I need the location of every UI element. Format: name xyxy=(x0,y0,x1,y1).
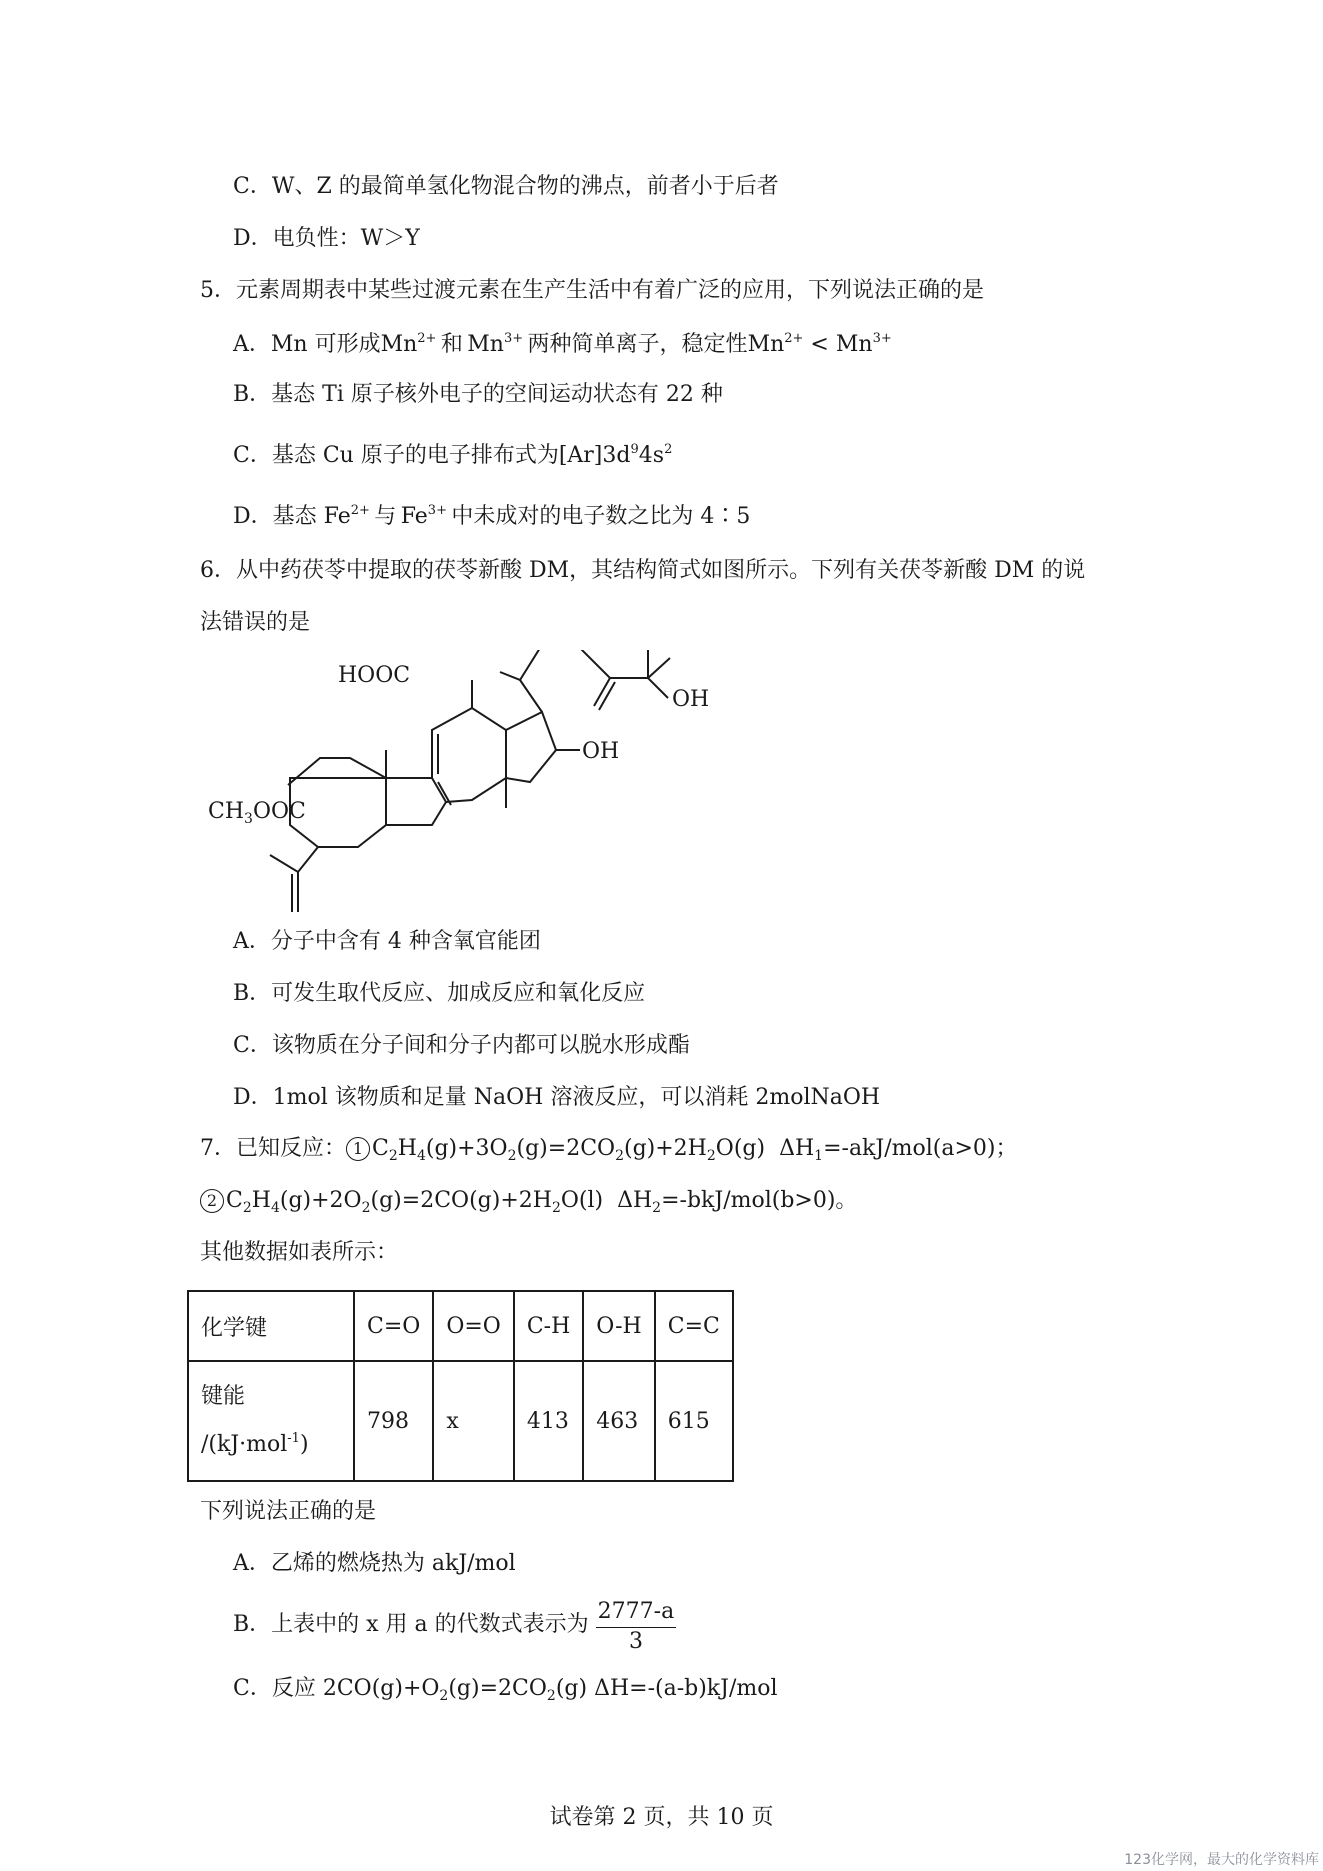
struct-label-oh-top: OH xyxy=(672,687,710,712)
table-header-cell: C=C xyxy=(655,1291,733,1361)
q6-option-d: D．1mol 该物质和足量 NaOH 溶液反应，可以消耗 2molNaOH xyxy=(233,1085,881,1110)
q6-option-a: A．分子中含有 4 种含氧官能团 xyxy=(233,929,541,954)
table-cell: 463 xyxy=(583,1361,654,1481)
q5-option-d: D．基态 $Fe^{2+}$ 与 $Fe^{3+}$ 中未成对的电子数之比为 4∶5 xyxy=(233,503,751,529)
table-header-cell: C-H xyxy=(514,1291,583,1361)
table-cell: 615 xyxy=(655,1361,733,1481)
q4-option-d: D．电负性：W＞Y xyxy=(233,226,420,251)
table-row xyxy=(188,1361,733,1481)
q5-option-b: B．基态 Ti 原子核外电子的空间运动状态有 22 种 xyxy=(233,382,723,407)
watermark: 123化学网，最大的化学资料库 xyxy=(1124,1852,1319,1868)
table-header-cell: C=O xyxy=(354,1291,433,1361)
structural-formula xyxy=(200,650,720,920)
struct-label-oh-ring: OH xyxy=(582,739,620,764)
table-header-cell: 化学键 xyxy=(188,1291,354,1361)
q7-table-intro: 其他数据如表所示： xyxy=(200,1240,399,1265)
q6-option-c: C．该物质在分子间和分子内都可以脱水形成酯 xyxy=(233,1033,690,1058)
q5-stem: 5．元素周期表中某些过渡元素在生产生活中有着广泛的应用，下列说法正确的是 xyxy=(200,278,984,303)
q5-option-a: A．Mn 可形成$Mn^{2+}$ 和 $Mn^{3+}$ 两种简单离子，稳定性$Mn^{2+} < Mn^{3+}$ xyxy=(233,331,892,357)
q4-option-c: C．W、Z 的最简单氢化物混合物的沸点，前者小于后者 xyxy=(233,174,779,199)
struct-label-cooh: HOOC xyxy=(338,663,411,688)
page-footer: 试卷第 2 页，共 10 页 xyxy=(549,1805,774,1830)
q6-option-b: B．可发生取代反应、加成反应和氧化反应 xyxy=(233,981,646,1006)
q7-reaction-1: 7．已知反应： 1 $C_2H_4(g)+3O_2(g)=2CO_2(g)+2H_2O(g)$ $\Delta H_1=-akJ/mol(a>0)$； xyxy=(200,1136,1018,1164)
table-row-label: 键能 /(kJ·mol$^{-1}$) xyxy=(188,1361,354,1481)
bond-energy-table xyxy=(187,1290,734,1482)
table-cell: x xyxy=(433,1361,514,1481)
table-header-row xyxy=(188,1291,733,1361)
q7-reaction-2: 2 $C_2H_4(g)+2O_2(g)=2CO(g)+2H_2O(l)$ $\Delta H_2=-bkJ/mol(b>0)$。 xyxy=(200,1186,857,1216)
table-cell: 413 xyxy=(514,1361,583,1481)
q7-option-a: A．乙烯的燃烧热为 akJ/mol xyxy=(233,1551,516,1576)
table-header-cell: O=O xyxy=(433,1291,514,1361)
q5-option-c: C．基态 Cu 原子的电子排布式为$[Ar]3d^94s^2$ xyxy=(233,442,673,468)
table-cell: 798 xyxy=(354,1361,433,1481)
q7-option-c: C．反应 $2CO(g)+O_2(g)=2CO_2(g)$ ΔH=-(a-b)kJ/mol xyxy=(233,1676,778,1704)
q6-stem-line-2: 法错误的是 xyxy=(200,610,311,635)
q7-following: 下列说法正确的是 xyxy=(200,1499,377,1524)
q7-option-b: B．上表中的 x 用 a 的代数式表示为 $\frac{2777-a}{3}$ xyxy=(233,1599,675,1654)
table-header-cell: O-H xyxy=(583,1291,654,1361)
fraction: $\frac{2777-a}{3}$ xyxy=(597,1599,675,1654)
q6-stem-line-1: 6．从中药茯苓中提取的茯苓新酸 DM，其结构简式如图所示。下列有关茯苓新酸 DM 的说 xyxy=(200,558,1086,583)
struct-label-ester: $CH_3OOC$ xyxy=(208,799,306,827)
